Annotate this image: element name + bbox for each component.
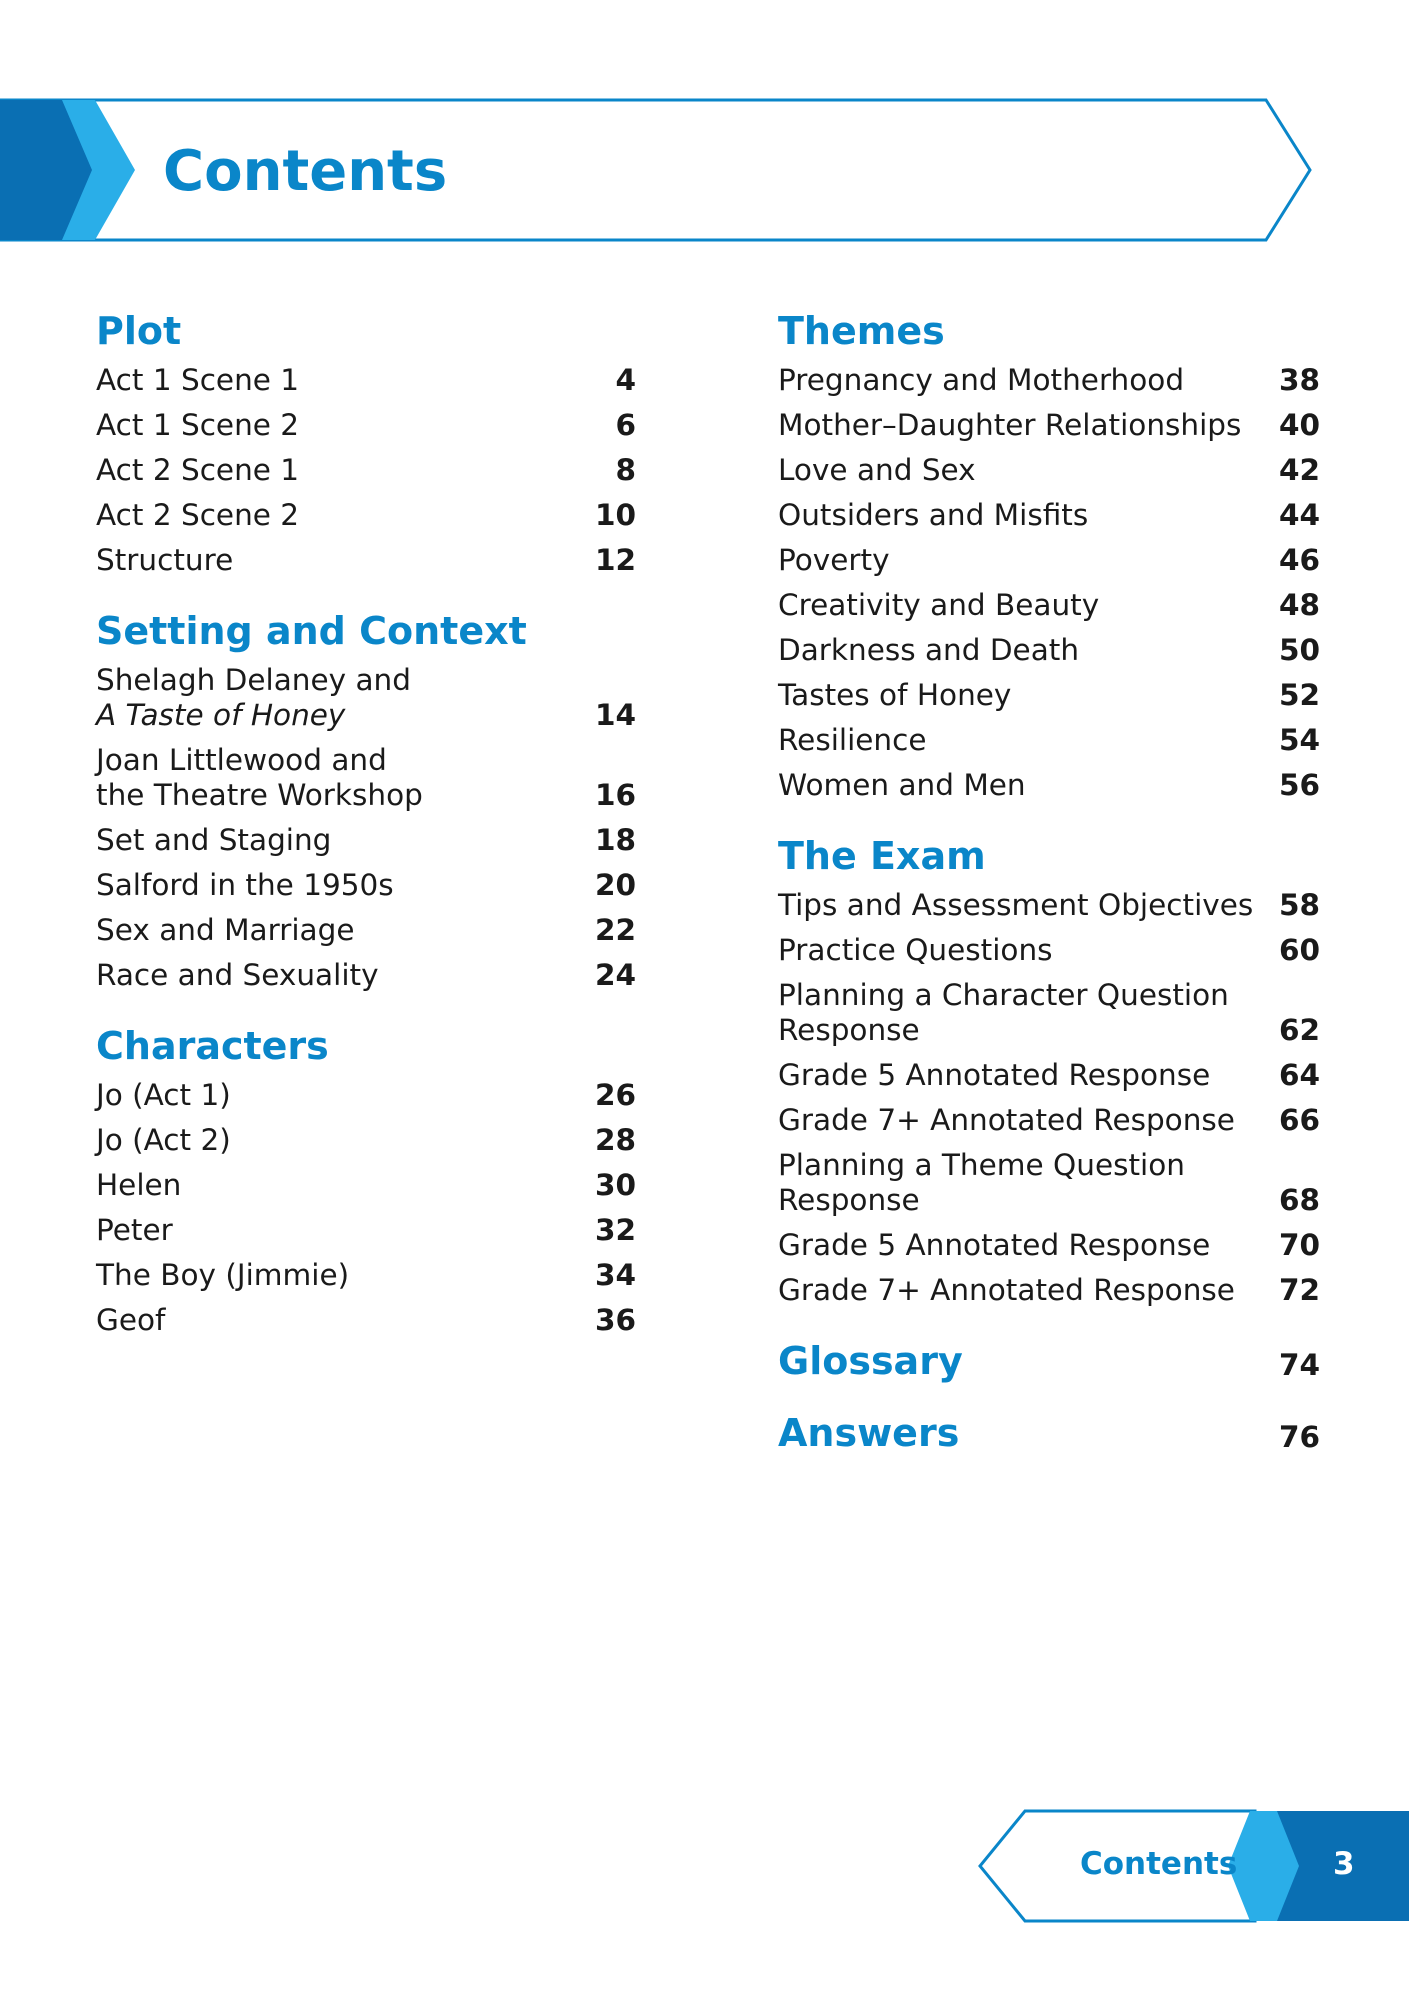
entry-page: 56 — [1278, 768, 1320, 802]
toc-entry[interactable] — [96, 739, 636, 819]
entry-page: 60 — [1278, 933, 1320, 967]
toc-entry[interactable] — [778, 1224, 1320, 1269]
entry-title: Grade 7+ Annotated Response — [778, 1103, 1235, 1137]
entry-title: Love and Sex — [778, 453, 976, 487]
entry-title: Resilience — [778, 723, 927, 757]
entry-page: 38 — [1278, 363, 1320, 397]
entry-title: Structure — [96, 543, 234, 577]
entry-page: 32 — [594, 1213, 636, 1247]
toc-entry[interactable] — [96, 1164, 636, 1209]
toc-entry[interactable] — [778, 1144, 1320, 1224]
toc-entry-glossary[interactable] — [778, 1336, 1320, 1386]
toc-entry[interactable] — [778, 359, 1320, 404]
section-heading: Glossary — [778, 1339, 963, 1383]
entry-title: Act 2 Scene 2 — [96, 498, 300, 532]
entry-page: 18 — [594, 823, 636, 857]
entry-title: Race and Sexuality — [96, 958, 379, 992]
entry-page: 58 — [1278, 888, 1320, 922]
entry-title: Tips and Assessment Objectives — [778, 888, 1254, 922]
section-heading: The Exam — [778, 834, 986, 878]
entry-title-line2: Response — [778, 1183, 920, 1217]
footer-label: Contents — [1080, 1846, 1238, 1882]
entry-page: 22 — [594, 913, 636, 947]
entry-title: Act 2 Scene 1 — [96, 453, 300, 487]
footer-tab — [975, 1808, 1409, 1928]
section-setting-and-context — [96, 606, 636, 999]
entry-title — [778, 974, 1229, 1054]
entry-title: Jo (Act 1) — [96, 1078, 231, 1112]
entry-page: 44 — [1278, 498, 1320, 532]
section-heading: Themes — [778, 309, 945, 353]
entry-page: 52 — [1278, 678, 1320, 712]
entry-title — [96, 659, 411, 739]
entry-page: 10 — [594, 498, 636, 532]
entry-title: Women and Men — [778, 768, 1026, 802]
section-themes — [778, 306, 1320, 809]
section-the-exam — [778, 831, 1320, 1314]
entry-page: 70 — [1278, 1228, 1320, 1262]
entry-title: Sex and Marriage — [96, 913, 355, 947]
entry-title: Jo (Act 2) — [96, 1123, 231, 1157]
toc-entry[interactable] — [96, 909, 636, 954]
entry-page: 46 — [1278, 543, 1320, 577]
entry-title: Creativity and Beauty — [778, 588, 1100, 622]
entry-page: 8 — [615, 453, 636, 487]
entry-page: 16 — [594, 778, 636, 812]
entry-title: Poverty — [778, 543, 890, 577]
entry-title: Darkness and Death — [778, 633, 1080, 667]
toc-entry[interactable] — [778, 449, 1320, 494]
entry-page: 34 — [594, 1258, 636, 1292]
entry-title: Act 1 Scene 1 — [96, 363, 300, 397]
entry-title-line1: Shelagh Delaney and — [96, 663, 411, 697]
entry-page: 12 — [594, 543, 636, 577]
entry-title: Pregnancy and Motherhood — [778, 363, 1185, 397]
toc-entry[interactable] — [778, 539, 1320, 584]
toc-entry[interactable] — [96, 1209, 636, 1254]
entry-page: 62 — [1278, 1013, 1320, 1047]
entry-page: 72 — [1278, 1273, 1320, 1307]
entry-title: Set and Staging — [96, 823, 332, 857]
toc-entry[interactable] — [96, 359, 636, 404]
entry-title-line1: Joan Littlewood and — [96, 743, 387, 777]
entry-title: Geof — [96, 1303, 166, 1337]
section-characters — [96, 1021, 636, 1344]
contents-column-right — [778, 306, 1320, 1480]
page-number: 3 — [1333, 1846, 1355, 1882]
entry-title: Outsiders and Misfits — [778, 498, 1089, 532]
entry-title: Helen — [96, 1168, 182, 1202]
entry-page: 64 — [1278, 1058, 1320, 1092]
entry-title-line2: Response — [778, 1013, 920, 1047]
entry-title: Salford in the 1950s — [96, 868, 394, 902]
toc-entry[interactable] — [778, 1269, 1320, 1314]
entry-title: Peter — [96, 1213, 173, 1247]
entry-title-line2: A Taste of Honey — [96, 698, 346, 732]
toc-entry[interactable] — [778, 629, 1320, 674]
entry-title: Mother–Daughter Relationships — [778, 408, 1242, 442]
entry-page: 42 — [1278, 453, 1320, 487]
entry-title: Grade 5 Annotated Response — [778, 1228, 1211, 1262]
toc-entry[interactable] — [778, 1054, 1320, 1099]
entry-title-line1: Planning a Character Question — [778, 978, 1229, 1012]
toc-entry[interactable] — [778, 764, 1320, 809]
toc-entry[interactable] — [96, 539, 636, 584]
entry-title-line2: the Theatre Workshop — [96, 778, 423, 812]
toc-entry[interactable] — [96, 404, 636, 449]
contents-column-left — [96, 306, 636, 1366]
page-title: Contents — [163, 139, 448, 204]
section-heading: Setting and Context — [96, 609, 527, 653]
entry-page: 50 — [1278, 633, 1320, 667]
toc-entry[interactable] — [96, 494, 636, 539]
toc-entry[interactable] — [96, 449, 636, 494]
entry-title — [96, 739, 423, 819]
section-heading: Characters — [96, 1024, 329, 1068]
entry-page: 68 — [1278, 1183, 1320, 1217]
entry-page: 14 — [594, 698, 636, 732]
toc-entry[interactable] — [778, 674, 1320, 719]
entry-title: Grade 5 Annotated Response — [778, 1058, 1211, 1092]
header-banner — [0, 98, 1320, 246]
section-plot — [96, 306, 636, 584]
entry-title — [778, 1144, 1185, 1224]
entry-page: 54 — [1278, 723, 1320, 757]
toc-entry[interactable] — [96, 1254, 636, 1299]
toc-entry[interactable] — [778, 494, 1320, 539]
toc-entry[interactable] — [96, 1299, 636, 1344]
entry-page: 4 — [615, 363, 636, 397]
toc-entry[interactable] — [778, 884, 1320, 929]
entry-title: Act 1 Scene 2 — [96, 408, 300, 442]
entry-page: 76 — [1278, 1419, 1320, 1454]
entry-page: 28 — [594, 1123, 636, 1157]
toc-entry[interactable] — [96, 1074, 636, 1119]
entry-page: 24 — [594, 958, 636, 992]
toc-entry[interactable] — [778, 584, 1320, 629]
entry-page: 30 — [594, 1168, 636, 1202]
entry-page: 66 — [1278, 1103, 1320, 1137]
entry-page: 40 — [1278, 408, 1320, 442]
toc-entry[interactable] — [778, 929, 1320, 974]
entry-title: The Boy (Jimmie) — [96, 1258, 350, 1292]
entry-title-line1: Planning a Theme Question — [778, 1148, 1185, 1182]
toc-entry[interactable] — [778, 719, 1320, 764]
toc-entry[interactable] — [778, 1099, 1320, 1144]
toc-entry[interactable] — [96, 954, 636, 999]
section-heading: Plot — [96, 309, 182, 353]
entry-page: 36 — [594, 1303, 636, 1337]
entry-page: 26 — [594, 1078, 636, 1112]
toc-entry[interactable] — [96, 819, 636, 864]
toc-entry-answers[interactable] — [778, 1408, 1320, 1458]
toc-entry[interactable] — [96, 864, 636, 909]
entry-title: Practice Questions — [778, 933, 1053, 967]
toc-entry[interactable] — [778, 974, 1320, 1054]
entry-page: 48 — [1278, 588, 1320, 622]
entry-title: Grade 7+ Annotated Response — [778, 1273, 1235, 1307]
section-heading: Answers — [778, 1411, 960, 1455]
toc-entry[interactable] — [96, 1119, 636, 1164]
entry-page: 20 — [594, 868, 636, 902]
toc-entry[interactable] — [96, 659, 636, 739]
toc-entry[interactable] — [778, 404, 1320, 449]
entry-page: 74 — [1278, 1347, 1320, 1382]
entry-page: 6 — [615, 408, 636, 442]
entry-title: Tastes of Honey — [778, 678, 1012, 712]
